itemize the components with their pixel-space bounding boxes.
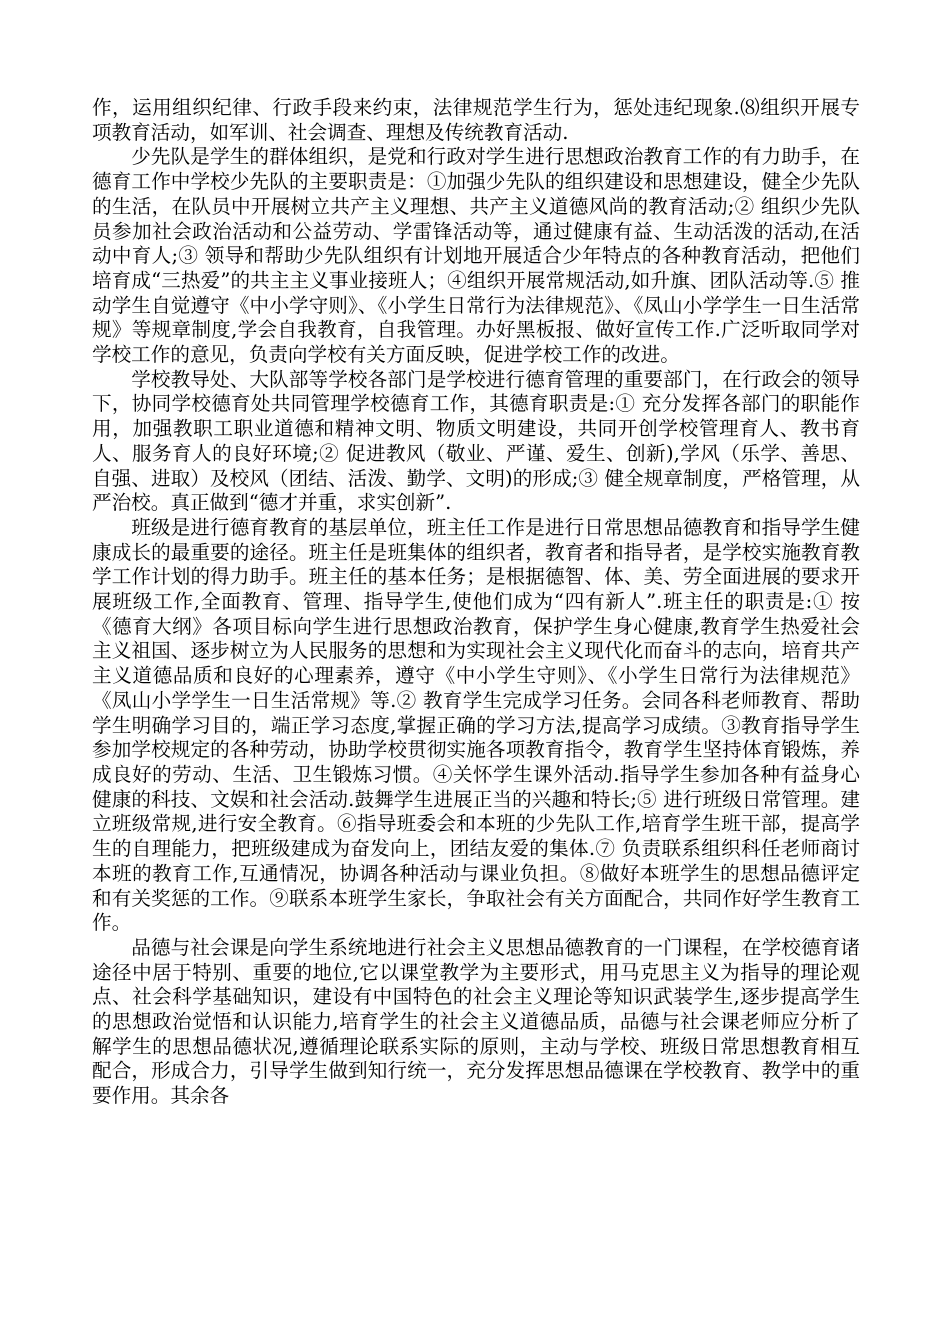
document-page <box>92 96 860 1109</box>
paragraph-young-pioneers: 少先队是学生的群体组织，是党和行政对学生进行思想政治教育工作的有力助手，在德育工作中学校少先队的主要职责是：①加强少先队的组织建设和思想建设，健全少先队的生活，在队员中开展树立共产主义理想、共产主义道德风尚的教育活动;② 组织少先队员参加社会政治活动和公益劳动、学雷锋活动等，通过健康有益、生动活泼的活动,在活动中育人;③ 领导和帮助少先队组织有计划地开展适合少年特点的各种教育活动，把他们培育成“三热爱”的共主主义事业接班人；④组织开展常规活动,如升旗、团队活动等.⑤ 推动学生自觉遵守《中小学守则》、《小学生日常行为法律规范》、《凤山小学学生一日生活常规》等规章制度,学会自我教育，自我管理。办好黑板报、做好宣传工作.广泛听取同学对学校工作的意见，负责向学校有关方面反映，促进学校工作的改进。 <box>92 145 860 367</box>
paragraph-moral-society-course: 品德与社会课是向学生系统地进行社会主义思想品德教育的一门课程，在学校德育诸途径中居于特别、重要的地位,它以课堂教学为主要形式，用马克思主义为指导的理论观点、社会科学基础知识，建设有中国特色的社会主义理论等知识武装学生,逐步提高学生的思想政治觉悟和认识能力,培育学生的社会主义道德品质，品德与社会课老师应分析了解学生的思想品德状况,遵循理论联系实际的原则，主动与学校、班级日常思想教育相互配合，形成合力，引导学生做到知行统一，充分发挥思想品德课在学校教育、教学中的重要作用。其余各 <box>92 935 860 1108</box>
paragraph-continuation: 作，运用组织纪律、行政手段来约束，法律规范学生行为，惩处违纪现象.⑻组织开展专项教育活动，如军训、社会调查、理想及传统教育活动. <box>92 96 860 144</box>
paragraph-departments: 学校教导处、大队部等学校各部门是学校进行德育管理的重要部门，在行政会的领导下，协同学校德育处共同管理学校德育工作，其德育职责是:① 充分发挥各部门的职能作用，加强教职工职业道德和精神文明、物质文明建设，共同开创学校管理育人、教书育人、服务育人的良好环境;② 促进教风（敬业、严谨、爱生、创新),学风（乐学、善思、自强、进取）及校风（团结、活泼、勤学、文明)的形成;③ 健全规章制度，严格管理，从严治校。真正做到“德才并重，求实创新”. <box>92 367 860 515</box>
paragraph-class-teacher: 班级是进行德育教育的基层单位，班主任工作是进行日常思想品德教育和指导学生健康成长的最重要的途径。班主任是班集体的组织者，教育者和指导者，是学校实施教育教学工作计划的得力助手。班主任的基本任务；是根据德智、体、美、劳全面进展的要求开展班级工作,全面教育、管理、指导学生,使他们成为“四有新人”.班主任的职责是:① 按《德育大纲》各项目标向学生进行思想政治教育，保护学生身心健康,教育学生热爱社会主义祖国、逐步树立为人民服务的思想和为实现社会主义现代化而奋斗的志向，培育共产主义道德品质和良好的心理素养，遵守《中小学生守则》、《小学生日常行为法律规范》《凤山小学学生一日生活常规》等.② 教育学生完成学习任务。会同各科老师教育、帮助学生明确学习目的，端正学习态度,掌握正确的学习方法,提高学习成绩。③教育指导学生参加学校规定的各种劳动，协助学校贯彻实施各项教育指令，教育学生坚持体育锻炼，养成良好的劳动、生活、卫生锻炼习惯。④关怀学生课外活动.指导学生参加各种有益身心健康的科技、文娱和社会活动.鼓舞学生进展正当的兴趣和特长;⑤ 进行班级日常管理。建立班级常规,进行安全教育。⑥指导班委会和本班的少先队工作,培育学生班干部，提高学生的自理能力，把班级建成为奋发向上，团结友爱的集体.⑦ 负责联系组织科任老师商讨本班的教育工作,互通情况，协调各种活动与课业负担。⑧做好本班学生的思想品德评定和有关奖惩的工作。⑨联系本班学生家长，争取社会有关方面配合，共同作好学生教育工作。 <box>92 515 860 935</box>
